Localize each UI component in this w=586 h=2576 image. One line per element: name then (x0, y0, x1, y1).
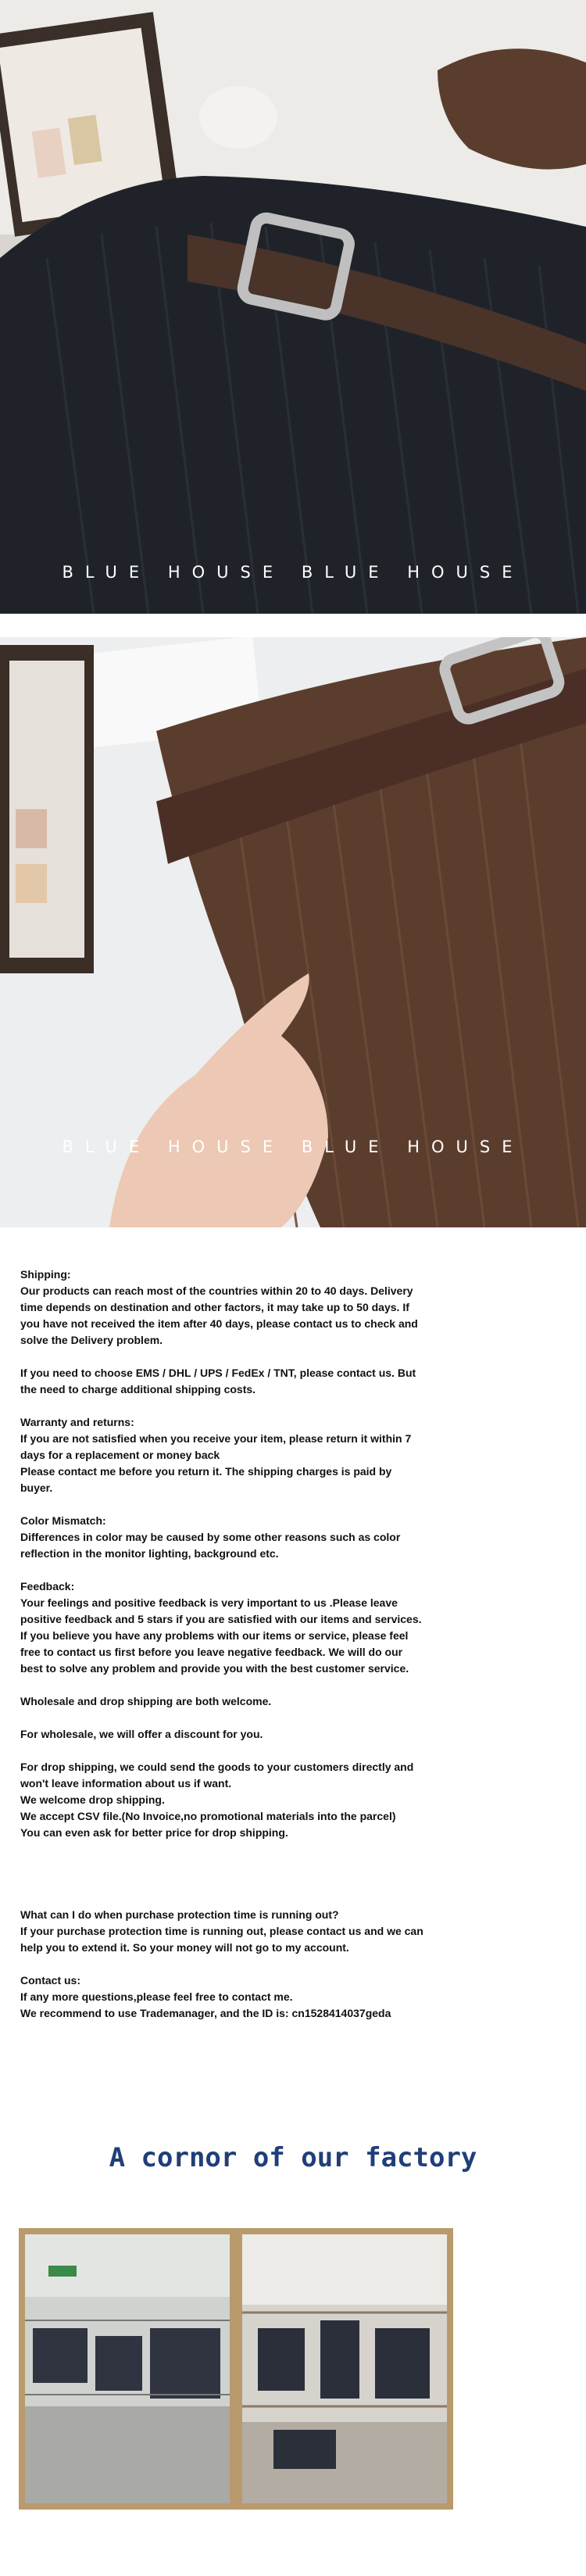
product-photo-brown-shorts (0, 637, 586, 1227)
express-section (20, 1365, 450, 1398)
text-line: solve the Delivery problem. (20, 1334, 163, 1346)
contact-section (20, 1972, 450, 2022)
purchase-protection-section (20, 1907, 450, 1956)
text-line: best to solve any problem and provide you with the best customer service. (20, 1662, 409, 1675)
warranty-section (20, 1414, 450, 1496)
text-line: reflection in the monitor lighting, background etc. (20, 1547, 279, 1560)
factory-photo-right (236, 2228, 453, 2510)
text-line: help you to extend it. So your money will not go to my account. (20, 1941, 349, 1954)
text-line: Wholesale and drop shipping are both welcome. (20, 1695, 272, 1707)
text-line: You can even ask for better price for drop shipping. (20, 1826, 288, 1839)
feedback-section (20, 1578, 450, 1677)
drop-shipping-section (20, 1759, 450, 1841)
text-line: the need to charge additional shipping costs. (20, 1383, 256, 1395)
text-line: Differences in color may be caused by some other reasons such as color (20, 1531, 401, 1543)
text-line: you have not received the item after 40 days, please contact us to check and (20, 1317, 418, 1330)
text-line: If you believe you have any problems with our items or service, please feel (20, 1629, 409, 1642)
text-line: positive feedback and 5 stars if you are satisfied with our items and services. (20, 1613, 422, 1625)
text-line: time depends on destination and other factors, it may take up to 50 days. If (20, 1301, 409, 1313)
feedback-heading: Feedback: (20, 1580, 75, 1593)
color-mismatch-section (20, 1513, 450, 1562)
discount-section (20, 1726, 450, 1743)
text-line: For drop shipping, we could send the goods to your customers directly and (20, 1761, 414, 1773)
store-policy-text (20, 1267, 450, 2038)
watermark-text: BLUE HOUSE BLUE HOUSE (62, 563, 524, 582)
text-line: days for a replacement or money back (20, 1449, 220, 1461)
text-line: won't leave information about us if want. (20, 1777, 232, 1790)
color-mismatch-heading: Color Mismatch: (20, 1514, 106, 1527)
purchase-protection-heading: What can I do when purchase protection time is running out? (20, 1908, 339, 1921)
text-line: We recommend to use Trademanager, and the ID is: cn1528414037geda (20, 2007, 391, 2019)
text-line: Our products can reach most of the countries within 20 to 40 days. Delivery (20, 1284, 413, 1297)
text-line: free to contact us first before you leave negative feedback. We will do our (20, 1646, 403, 1658)
product-photo-black-shorts (0, 0, 586, 614)
factory-heading: A cornor of our factory (109, 2142, 477, 2173)
text-line: Your feelings and positive feedback is very important to us .Please leave (20, 1596, 398, 1609)
text-line: Please contact me before you return it. The shipping charges is paid by (20, 1465, 392, 1478)
contact-heading: Contact us: (20, 1974, 80, 1987)
warranty-heading: Warranty and returns: (20, 1416, 134, 1428)
text-line: If your purchase protection time is running out, please contact us and we can (20, 1925, 423, 1937)
factory-photo-left (19, 2228, 236, 2510)
watermark-text: BLUE HOUSE BLUE HOUSE (62, 1138, 524, 1156)
text-line: We welcome drop shipping. (20, 1793, 165, 1806)
text-line: We accept CSV file.(No Invoice,no promotional materials into the parcel) (20, 1810, 396, 1822)
shipping-heading: Shipping: (20, 1268, 71, 1281)
text-line: If you need to choose EMS / DHL / UPS / FedEx / TNT, please contact us. But (20, 1367, 416, 1379)
wholesale-section (20, 1693, 450, 1710)
shipping-section (20, 1267, 450, 1349)
text-line: If you are not satisfied when you receive your item, please return it within 7 (20, 1432, 412, 1445)
text-line: buyer. (20, 1481, 53, 1494)
text-line: For wholesale, we will offer a discount for you. (20, 1728, 263, 1740)
text-line: If any more questions,please feel free to contact me. (20, 1990, 293, 2003)
